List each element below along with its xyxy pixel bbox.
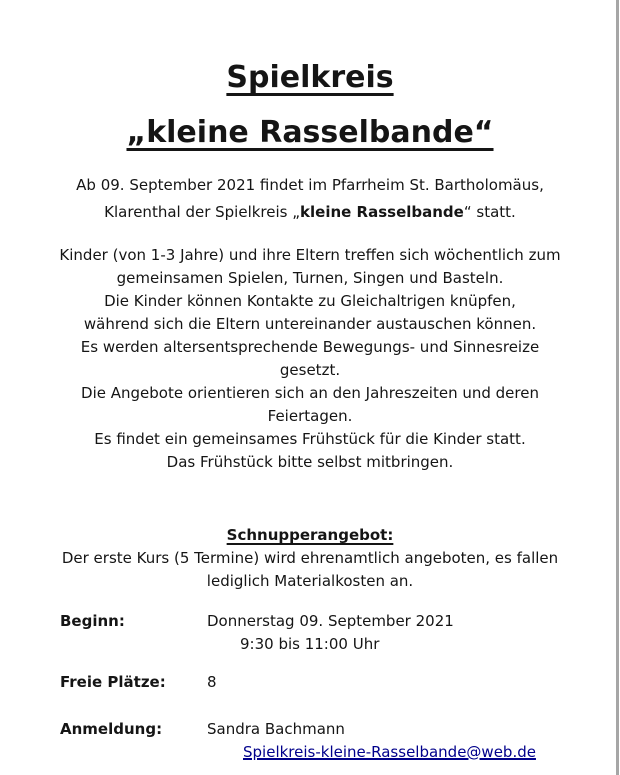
offer-line-2: lediglich Materialkosten an. <box>206 572 414 590</box>
offer-line-1: Der erste Kurs (5 Termine) wird ehrenamtlich angeboten, es fallen <box>61 549 559 567</box>
freie-plaetze-label: Freie Plätze: <box>60 673 166 691</box>
contact-email-link[interactable]: Spielkreis-kleine-Rasselbande@web.de <box>243 743 536 761</box>
page-title <box>0 0 620 160</box>
description-line: Feiertagen. <box>267 407 353 425</box>
description-line: Kinder (von 1-3 Jahre) und ihre Eltern treffen sich wöchentlich zum <box>59 246 561 264</box>
contact-name: Sandra Bachmann <box>207 720 345 738</box>
freie-plaetze-value: 8 <box>207 673 217 691</box>
beginn-value <box>207 610 454 656</box>
intro-paragraph <box>0 172 620 226</box>
description-line: Die Kinder können Kontakte zu Gleichaltrigen knüpfen, <box>104 292 516 310</box>
row-freie-plaetze <box>0 671 620 694</box>
description-line: gemeinsamen Spielen, Turnen, Singen und Basteln. <box>116 269 504 287</box>
offer-section <box>0 524 620 593</box>
anmeldung-label: Anmeldung: <box>60 720 163 738</box>
description-line: Die Angebote orientieren sich an den Jahreszeiten und deren <box>81 384 539 402</box>
description-line: gesetzt. <box>279 361 341 379</box>
anmeldung-value <box>207 718 536 764</box>
description-line: während sich die Eltern untereinander austauschen können. <box>83 315 537 333</box>
beginn-date: Donnerstag 09. September 2021 <box>207 612 454 630</box>
intro-bold-name: kleine Rasselbande <box>300 203 464 221</box>
detail-rows <box>0 610 620 764</box>
title-line-2: „kleine Rasselbande“ <box>126 115 494 150</box>
description-line: Das Frühstück bitte selbst mitbringen. <box>166 453 454 471</box>
beginn-time: 9:30 bis 11:00 Uhr <box>240 635 380 653</box>
beginn-label: Beginn: <box>60 612 125 630</box>
description-line: Es werden altersentsprechende Bewegungs- und Sinnesreize <box>80 338 540 356</box>
description-paragraph <box>0 244 620 474</box>
offer-heading: Schnupperangebot: <box>226 526 394 544</box>
window-right-edge <box>616 0 619 775</box>
intro-line-2: Klarenthal der Spielkreis „kleine Rasselbande“ statt. <box>104 203 516 221</box>
intro-line-1: Ab 09. September 2021 findet im Pfarrheim St. Bartholomäus, <box>76 176 544 194</box>
row-anmeldung <box>0 718 620 764</box>
description-line: Es findet ein gemeinsames Frühstück für die Kinder statt. <box>94 430 526 448</box>
row-beginn <box>0 610 620 656</box>
title-line-1: Spielkreis <box>226 60 394 95</box>
